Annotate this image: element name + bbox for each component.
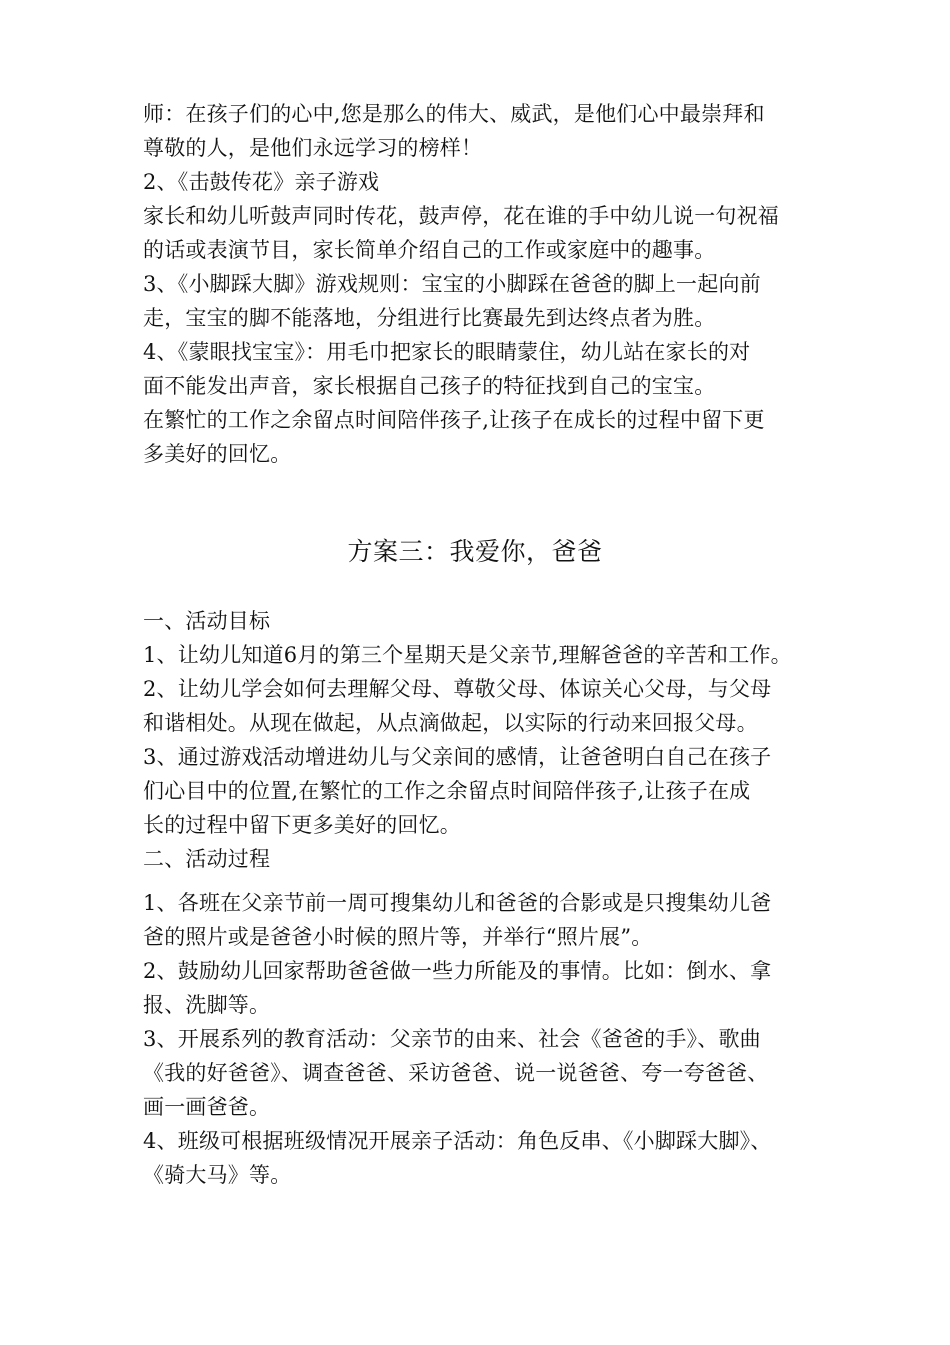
section-heading: 二、活动过程	[143, 847, 271, 871]
text-line: 尊敬的人，是他们永远学习的榜样！	[143, 136, 483, 160]
text-line: 《我的好爸爸》、调查爸爸、采访爸爸、说一说爸爸、夸一夸爸爸、	[143, 1061, 769, 1085]
text-line: 3、《小脚踩大脚》游戏规则：宝宝的小脚踩在爸爸的脚上一起向前	[143, 272, 761, 296]
text-line: 《骑大马》等。	[143, 1163, 292, 1187]
text-line: 3、开展系列的教育活动：父亲节的由来、社会《爸爸的手》、歌曲	[143, 1027, 761, 1051]
text-line: 1、各班在父亲节前一周可搜集幼儿和爸爸的合影或是只搜集幼儿爸	[143, 891, 772, 915]
text-line: 走，宝宝的脚不能落地，分组进行比赛最先到达终点者为胜。	[143, 306, 716, 330]
text-line: 4、班级可根据班级情况开展亲子活动：角色反串、《小脚踩大脚》、	[143, 1129, 772, 1153]
text-line: 多美好的回忆。	[143, 442, 292, 466]
text-line: 们心目中的位置,在繁忙的工作之余留点时间陪伴孩子,让孩子在成	[143, 779, 751, 803]
text-line: 4、《蒙眼找宝宝》：用毛巾把家长的眼睛蒙住，幼儿站在家长的对	[143, 340, 751, 364]
text-line: 3、通过游戏活动增进幼儿与父亲间的感情，让爸爸明白自己在孩子	[143, 745, 772, 769]
text-line: 2、《击鼓传花》亲子游戏	[143, 170, 380, 194]
text-line: 1、让幼儿知道6月的第三个星期天是父亲节,理解爸爸的辛苦和工作。	[143, 643, 792, 667]
text-line: 长的过程中留下更多美好的回忆。	[143, 813, 461, 837]
text-line: 面不能发出声音，家长根据自己孩子的特征找到自己的宝宝。	[143, 374, 716, 398]
text-line: 的话或表演节目，家长简单介绍自己的工作或家庭中的趣事。	[143, 238, 716, 262]
text-line: 家长和幼儿听鼓声同时传花，鼓声停，花在谁的手中幼儿说一句祝福	[143, 204, 779, 228]
text-line: 2、鼓励幼儿回家帮助爸爸做一些力所能及的事情。比如：倒水、拿	[143, 959, 772, 983]
text-line: 在繁忙的工作之余留点时间陪伴孩子,让孩子在成长的过程中留下更	[143, 408, 765, 432]
section-heading: 一、活动目标	[143, 609, 271, 633]
section-title: 方案三：我爱你，爸爸	[347, 537, 603, 566]
text-line: 画一画爸爸。	[143, 1095, 271, 1119]
text-line: 报、洗脚等。	[143, 993, 271, 1017]
text-line: 爸的照片或是爸爸小时候的照片等，并举行“照片展”。	[143, 925, 653, 949]
text-line: 和谐相处。从现在做起，从点滴做起，以实际的行动来回报父母。	[143, 711, 758, 735]
text-line: 师：在孩子们的心中,您是那么的伟大、威武，是他们心中最崇拜和	[143, 102, 765, 126]
text-line: 2、让幼儿学会如何去理解父母、尊敬父母、体谅关心父母，与父母	[143, 677, 772, 701]
